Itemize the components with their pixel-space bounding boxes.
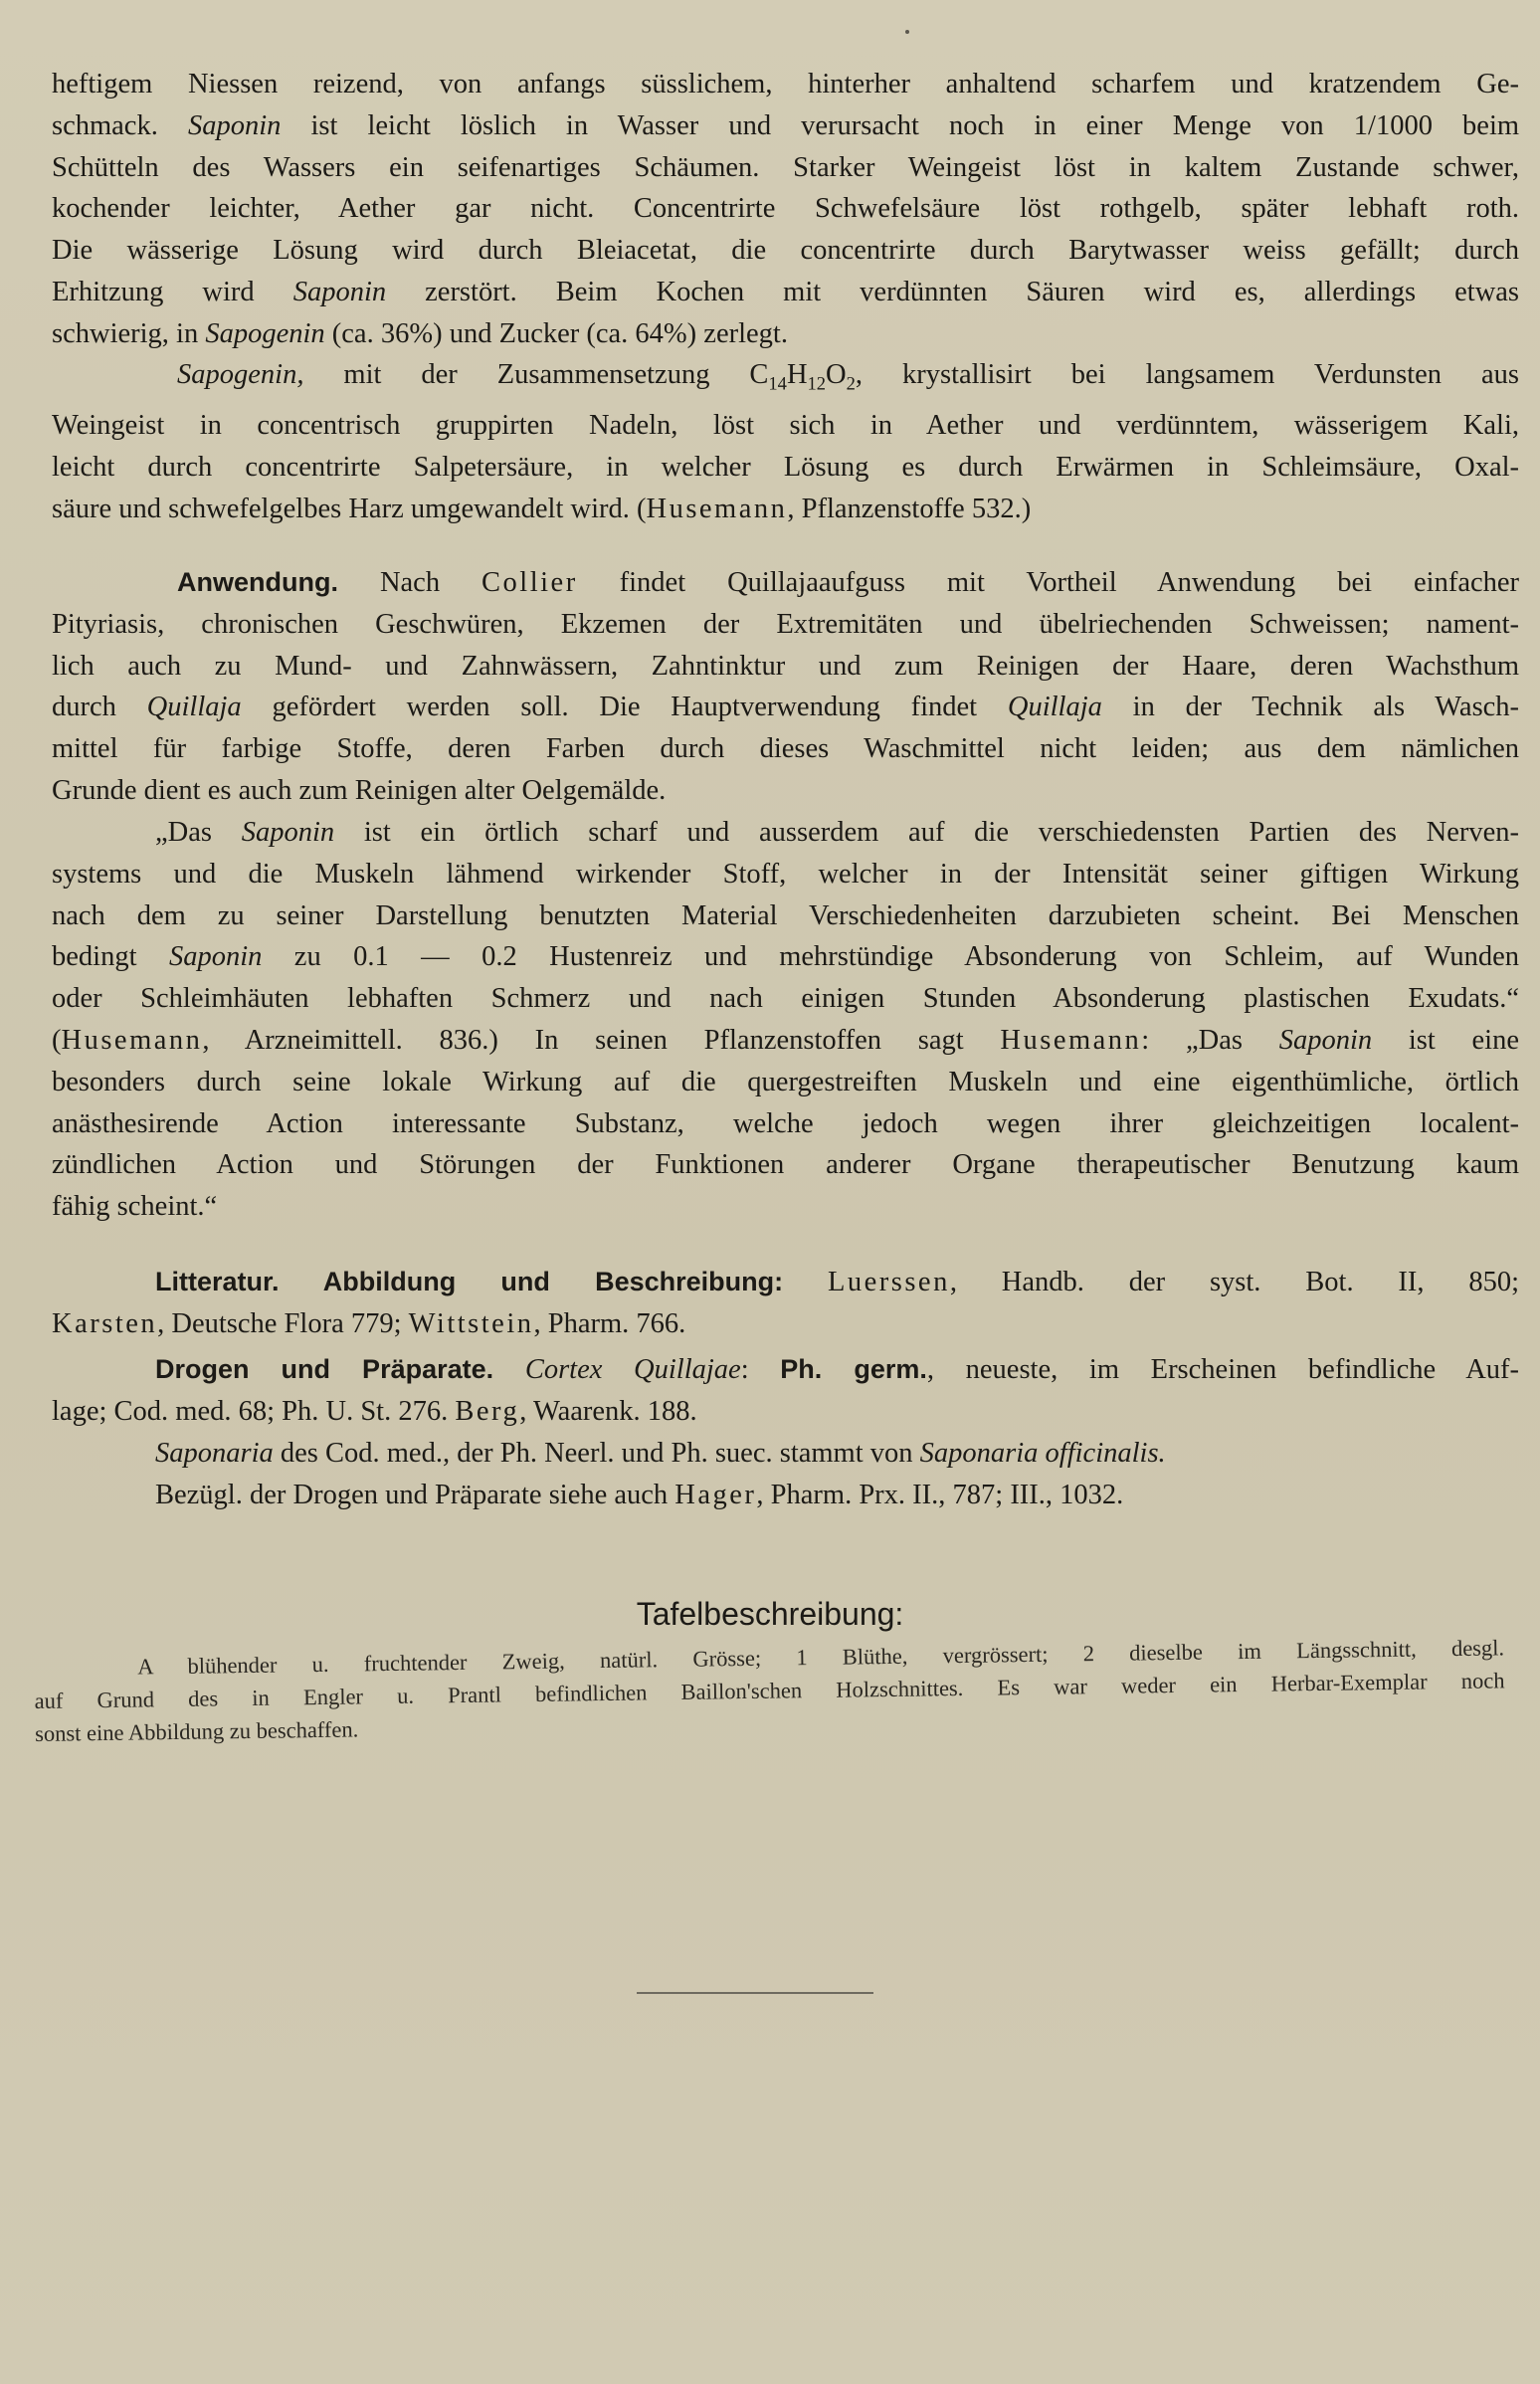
italic-term: Quillaja <box>1007 692 1102 723</box>
italic-term: Quillaja <box>146 692 242 723</box>
text: „Das <box>155 817 212 848</box>
text: H <box>786 359 808 390</box>
text-line <box>52 1391 1519 1433</box>
text-line <box>52 405 1519 447</box>
author-name: Husemann <box>61 1024 203 1056</box>
text-line <box>52 230 1519 272</box>
text: , krystallisirt bei langsamem Verdunsten aus <box>855 359 1519 390</box>
text-line <box>52 272 1519 313</box>
text-line <box>52 147 1519 189</box>
text-line <box>52 1186 1519 1228</box>
text: nach dem zu seiner Darstellung benutzten Material Verschiedenheiten darzubieten scheint. Bei Menschen <box>52 899 1519 931</box>
paragraph-quote <box>52 812 1519 1228</box>
fraction: 1/1000 <box>1353 109 1433 141</box>
text: durch <box>52 692 116 723</box>
italic-term: Saponaria officinalis. <box>919 1438 1166 1469</box>
text: , Pharm. Prx. II., 787; III., 1032. <box>756 1479 1124 1510</box>
text: schwierig, in <box>52 317 199 349</box>
subscript: 12 <box>807 373 827 395</box>
text: , Pharm. 766. <box>533 1307 686 1339</box>
text: zündlichen Action und Störungen der Funktionen anderer Organe therapeutischer Benutzung kaum <box>52 1149 1519 1181</box>
text: säure und schwefelgelbes Harz umgewandelt wird. ( <box>52 494 647 525</box>
text: : <box>740 1354 749 1385</box>
text: schmack. <box>52 109 158 141</box>
text: kochender leichter, Aether gar nicht. Concentrirte Schwefelsäure löst rothgelb, später lebhaft roth. <box>52 193 1519 225</box>
ink-speck <box>905 30 909 34</box>
text: , Arzneimittell. 836.) In seinen Pflanzenstoffen sagt <box>202 1024 964 1056</box>
text: ist eine <box>1408 1024 1520 1056</box>
text-line <box>52 854 1519 895</box>
text: , Pflanzenstoffe 532.) <box>787 494 1032 525</box>
italic-term: Sapogenin, <box>177 359 304 390</box>
text: fähig scheint.“ <box>52 1191 218 1223</box>
text-line <box>52 770 1519 812</box>
author-name: Husemann <box>646 494 788 525</box>
text: Weingeist in concentrisch gruppirten Nadeln, löst sich in Aether und verdünntem, wässerigem Kali, <box>52 410 1519 442</box>
text-line <box>52 1020 1519 1062</box>
text: leicht durch concentrirte Salpetersäure, in welcher Lösung es durch Erwärmen in Schleimsäure, Oxal- <box>52 452 1519 484</box>
text: systems und die Muskeln lähmend wirkender Stoff, welcher in der Intensität seiner giftigen Wirkung <box>52 858 1519 890</box>
plate-description-heading: Tafelbeschreibung: <box>636 1596 904 1632</box>
italic-term: Cortex Quillajae <box>524 1354 741 1385</box>
text-line <box>52 354 1519 405</box>
text: O <box>826 359 847 390</box>
text: findet Quillajaaufguss mit Vortheil Anwendung bei einfacher <box>619 567 1520 598</box>
italic-term: Saponin <box>292 276 387 307</box>
text-line <box>52 313 1519 355</box>
text: heftigem Niessen reizend, von anfangs süsslichem, hinterher anhaltend scharfem und kratzendem Ge- <box>52 69 1519 99</box>
text: auf Grund des in Engler u. Prantl befindlichen Baillon'schen Holzschnittes. Es war weder ein Herbar-Exemplar noch <box>34 1668 1505 1713</box>
pharmacopoeia-label: Ph. germ. <box>780 1354 927 1384</box>
text: zerstört. Beim Kochen mit verdünnten Säuren wird es, allerdings etwas <box>425 276 1520 307</box>
text: , neueste, im Erscheinen befindliche Auf- <box>926 1354 1520 1385</box>
text: gefördert werden soll. Die Hauptverwendung findet <box>272 692 978 723</box>
text-line <box>52 1303 1519 1345</box>
text: , Handb. der syst. Bot. II, 850; <box>949 1267 1520 1297</box>
author-name: Wittstein <box>408 1307 534 1339</box>
text: Nach <box>379 567 441 598</box>
text: bedingt <box>52 941 137 973</box>
text: lage; Cod. med. 68; Ph. U. St. 276. <box>52 1395 449 1427</box>
text-line <box>52 64 1519 105</box>
text: A blühender u. fruchtender Zweig, natürl. Grösse; 1 Blüthe, vergrössert; 2 dieselbe im Längsschnitt, desgl. <box>137 1635 1505 1680</box>
paragraph-litteratur <box>52 1262 1519 1345</box>
text-line <box>52 1062 1519 1103</box>
author-name: Luerssen <box>827 1267 950 1297</box>
text-line <box>52 447 1519 489</box>
subscript: 14 <box>768 373 787 395</box>
text-line <box>52 812 1519 854</box>
text: mit der Zusammensetzung C <box>343 359 769 390</box>
paragraph-saponaria <box>52 1433 1519 1516</box>
italic-term: Saponin <box>241 817 335 848</box>
text-line <box>52 646 1519 688</box>
text: Die wässerige Lösung wird durch Bleiacetat, die concentrirte durch Barytwasser weiss gefällt; durch <box>52 235 1519 267</box>
text: ist leicht löslich in Wasser und verursacht noch in einer Menge von <box>310 109 1324 141</box>
text-line <box>52 687 1519 728</box>
paragraph-anwendung <box>52 562 1519 812</box>
text: , Waarenk. 188. <box>519 1395 697 1427</box>
text-line <box>52 188 1519 230</box>
text: ist ein örtlich scharf und ausserdem auf die verschiedensten Partien des Nerven- <box>363 817 1519 848</box>
text: lich auch zu Mund- und Zahnwässern, Zahntinktur und zum Reinigen der Haare, deren Wachsthum <box>52 650 1519 682</box>
text-line <box>52 489 1519 530</box>
text: anästhesirende Action interessante Substanz, welche jedoch wegen ihrer gleichzeitigen localent- <box>52 1107 1519 1139</box>
author-name: Collier <box>481 567 578 598</box>
subscript: 2 <box>846 373 856 395</box>
italic-term: Saponin <box>168 941 263 973</box>
italic-term: Sapogenin <box>205 317 325 349</box>
text: besonders durch seine lokale Wirkung auf die quergestreiften Muskeln und eine eigenthümliche, örtlich <box>52 1066 1519 1097</box>
text: : „Das <box>1141 1024 1243 1056</box>
italic-term: Saponaria <box>155 1438 274 1469</box>
text-line <box>52 728 1519 770</box>
text: oder Schleimhäuten lebhaften Schmerz und nach einigen Stunden Absonderung plastischen Exudats.“ <box>52 983 1519 1015</box>
text: Erhitzung wird <box>52 276 255 307</box>
text: (ca. 36%) und Zucker (ca. 64%) zerlegt. <box>331 317 788 349</box>
text: ( <box>52 1024 62 1056</box>
text-line <box>52 1433 1519 1475</box>
text: Pityriasis, chronischen Geschwüren, Ekzemen der Extremitäten und übelriechenden Schweissen; nament- <box>52 608 1519 640</box>
section-heading: Litteratur. Abbildung und Beschreibung: <box>155 1267 784 1296</box>
text: sonst eine Abbildung zu beschaffen. <box>34 1716 359 1746</box>
text-line <box>52 604 1519 646</box>
text-line <box>52 936 1519 978</box>
text-line <box>52 1103 1519 1145</box>
text: beim <box>1462 109 1520 141</box>
author-name: Karsten <box>52 1307 158 1339</box>
text: mittel für farbige Stoffe, deren Farben durch dieses Waschmittel nicht leiden; aus dem nämlichen <box>52 733 1519 765</box>
italic-term: Saponin <box>1278 1024 1373 1056</box>
closing-rule <box>637 1992 873 1994</box>
author-name: Hager <box>674 1479 757 1510</box>
text: Schütteln des Wassers ein seifenartiges Schäumen. Starker Weingeist löst in kaltem Zustande schwer, <box>52 151 1519 183</box>
paragraph-saponin-properties <box>52 64 1519 355</box>
text-line <box>52 1349 1519 1391</box>
text: des Cod. med., der Ph. Neerl. und Ph. suec. stammt von <box>280 1438 913 1469</box>
text: Grunde dient es auch zum Reinigen alter Oelgemälde. <box>52 774 667 806</box>
text-line <box>52 105 1519 147</box>
text: in der Technik als Wasch- <box>1132 692 1520 723</box>
text-line <box>52 1144 1519 1186</box>
author-name: Husemann <box>1000 1024 1142 1056</box>
text-line <box>52 1475 1519 1516</box>
text-line <box>52 978 1519 1020</box>
text: Bezügl. der Drogen und Präparate siehe auch <box>155 1479 669 1510</box>
paragraph-sapogenin <box>52 354 1519 530</box>
plate-description-text <box>34 1631 1505 1750</box>
paragraph-drogen <box>52 1349 1519 1433</box>
author-name: Berg <box>455 1395 520 1427</box>
italic-term: Saponin <box>187 109 282 141</box>
section-heading: Drogen und Präparate. <box>155 1354 494 1384</box>
text-line <box>52 1262 1519 1303</box>
text-line <box>52 562 1519 604</box>
text: zu 0.1 — 0.2 Hustenreiz und mehrstündige Absonderung von Schleim, auf Wunden <box>293 941 1520 973</box>
text-line <box>52 895 1519 937</box>
text: , Deutsche Flora 779; <box>157 1307 402 1339</box>
section-heading: Anwendung. <box>177 567 338 597</box>
